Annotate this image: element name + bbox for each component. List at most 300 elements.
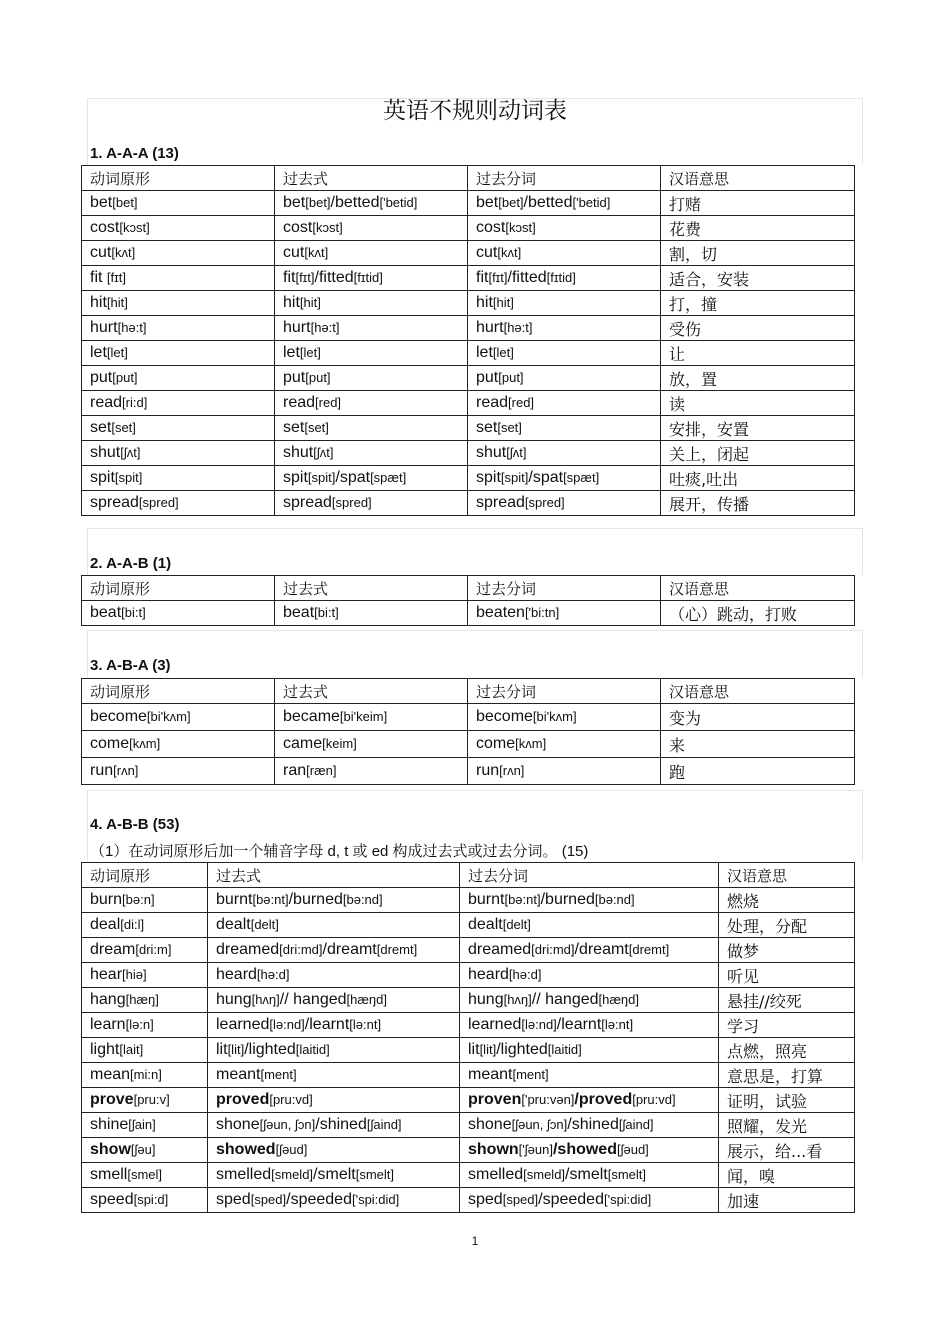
header-chinese-meaning: 汉语意思 [661, 679, 855, 704]
table-cell [208, 1163, 460, 1188]
table-cell [468, 731, 661, 758]
table-cell: 处理，分配 [719, 913, 855, 938]
verb-text: hear [90, 966, 123, 983]
phonetic-text: [spred] [524, 495, 565, 510]
verb-text: hang [90, 991, 126, 1008]
verb-text: smell [90, 1166, 128, 1183]
table-cell [82, 1088, 208, 1113]
phonetic-text: [ʃəun, ʃɔn] [259, 1117, 316, 1132]
verb-text: /dreamt [322, 941, 377, 958]
phonetic-text: [put] [305, 370, 331, 385]
phonetic-text: [hʌŋ] [251, 992, 280, 1007]
table-cell [82, 416, 275, 441]
table-cell: 吐痰,吐出 [661, 466, 855, 491]
verb-text: spread [90, 494, 139, 511]
phonetic-text: [dri:md] [531, 942, 575, 957]
table-header-row [82, 679, 855, 704]
phonetic-text: [set] [304, 420, 329, 435]
phonetic-text: [bi:t] [314, 605, 339, 620]
table-cell [82, 1138, 208, 1163]
table-cell: 证明，试验 [719, 1088, 855, 1113]
phonetic-text: ['betid] [572, 195, 611, 210]
phonetic-text: [pru:vd] [632, 1092, 676, 1107]
verb-text: cut [476, 244, 498, 261]
verb-text: learned [216, 1016, 270, 1033]
verb-table-aba [81, 678, 855, 785]
phonetic-text: [let] [299, 345, 321, 360]
table-cell: 展示，给...看 [719, 1138, 855, 1163]
phonetic-text: ['spi:did] [603, 1192, 652, 1207]
phonetic-text: [delt] [502, 917, 531, 932]
verb-text: dream [90, 941, 136, 958]
phonetic-text: [bə:nt] [504, 892, 541, 907]
table-cell [275, 216, 468, 241]
phonetic-text: [spred] [138, 495, 179, 510]
verb-text: let [476, 344, 493, 361]
table-cell [208, 1063, 460, 1088]
header-past-tense: 过去式 [275, 166, 468, 191]
verb-text: heard [216, 966, 257, 983]
phonetic-text: [ʃʌt] [506, 445, 527, 460]
header-past-participle: 过去分词 [460, 863, 719, 888]
table-cell [468, 704, 661, 731]
phonetic-text: [sped] [502, 1192, 539, 1207]
table-cell [208, 888, 460, 913]
table-row [82, 341, 855, 366]
table-cell [82, 963, 208, 988]
table-cell [275, 704, 468, 731]
table-cell [82, 441, 275, 466]
phonetic-text: [hə:t] [310, 320, 340, 335]
phonetic-text: [kɔst] [505, 220, 536, 235]
phonetic-text: [hit] [299, 295, 321, 310]
table-cell [275, 341, 468, 366]
verb-text: sped [216, 1191, 251, 1208]
verb-text: spit [283, 469, 308, 486]
verb-text: read [476, 394, 509, 411]
phonetic-text: [lə:nd] [269, 1017, 305, 1032]
table-row [82, 758, 855, 785]
verb-text: become [476, 708, 533, 725]
table-cell: 变为 [661, 704, 855, 731]
verb-text: shut [283, 444, 314, 461]
table-cell [468, 316, 661, 341]
verb-text: cost [283, 219, 313, 236]
verb-text: ran [283, 762, 307, 779]
table-cell [460, 1138, 719, 1163]
verb-text: /showed [552, 1141, 617, 1158]
phonetic-text: [red] [315, 395, 342, 410]
phonetic-text: [mi:n] [130, 1067, 162, 1082]
phonetic-text: [rʌn] [113, 763, 139, 778]
verb-text: /learnt [556, 1016, 602, 1033]
verb-text: hurt [476, 319, 504, 336]
table-cell [208, 1138, 460, 1163]
table-cell [82, 1188, 208, 1213]
table-cell [82, 241, 275, 266]
header-past-participle: 过去分词 [468, 679, 661, 704]
table-cell: 花费 [661, 216, 855, 241]
phonetic-text: [hit] [106, 295, 128, 310]
verb-text: set [90, 419, 112, 436]
verb-text: /fitted [314, 269, 354, 286]
table-row [82, 441, 855, 466]
table-row [82, 938, 855, 963]
table-cell [468, 601, 661, 626]
verb-text: run [476, 762, 500, 779]
verb-text: spread [283, 494, 332, 511]
table-cell [460, 938, 719, 963]
table-cell [208, 1088, 460, 1113]
verb-text: shone [216, 1116, 260, 1133]
verb-text: hurt [283, 319, 311, 336]
verb-text: put [476, 369, 499, 386]
table-row [82, 316, 855, 341]
table-row [82, 704, 855, 731]
verb-text: let [90, 344, 107, 361]
verb-text: spread [476, 494, 525, 511]
section-heading-2: 2. A-A-B (1) [90, 555, 172, 572]
phonetic-text: [let] [492, 345, 514, 360]
header-past-tense: 过去式 [208, 863, 460, 888]
phonetic-text: [hə:d] [256, 967, 290, 982]
table-cell [468, 466, 661, 491]
phonetic-text: [red] [508, 395, 535, 410]
verb-text: /lighted [244, 1041, 296, 1058]
phonetic-text: [kɔst] [312, 220, 343, 235]
phonetic-text: [fɪt] [295, 270, 315, 285]
table-cell [82, 491, 275, 516]
table-row [82, 601, 855, 626]
table-cell [468, 241, 661, 266]
verb-text: /shined [315, 1116, 367, 1133]
verb-text: read [90, 394, 123, 411]
verb-text: /smelt [313, 1166, 356, 1183]
phonetic-text: [fɪtid] [546, 270, 576, 285]
phonetic-text: [keim] [322, 736, 357, 751]
table-row [82, 266, 855, 291]
phonetic-text: [pru:v] [133, 1092, 170, 1107]
verb-text: smelled [468, 1166, 524, 1183]
verb-text: cost [476, 219, 506, 236]
table-cell [82, 1013, 208, 1038]
table-row [82, 1113, 855, 1138]
table-cell [468, 216, 661, 241]
table-cell [275, 266, 468, 291]
phonetic-text: ['pru:vən] [521, 1092, 575, 1107]
table-cell [82, 888, 208, 913]
verb-text: speed [90, 1191, 134, 1208]
phonetic-text: [lit] [227, 1042, 245, 1057]
verb-text: /speeded [286, 1191, 352, 1208]
verb-text: became [283, 708, 340, 725]
phonetic-text: [hə:d] [508, 967, 542, 982]
phonetic-text: [hit] [492, 295, 514, 310]
table-row [82, 888, 855, 913]
phonetic-text: [smelt] [607, 1167, 647, 1182]
table-row [82, 963, 855, 988]
verb-text: burn [90, 891, 123, 908]
verb-text: lit [468, 1041, 480, 1058]
verb-text: beaten [476, 604, 525, 621]
verb-text: fit [476, 269, 489, 286]
table-cell [460, 963, 719, 988]
verb-text: showed [216, 1141, 276, 1158]
verb-text: /burned [540, 891, 595, 908]
table-cell: 受伤 [661, 316, 855, 341]
verb-text: fit [283, 269, 296, 286]
verb-text: hit [283, 294, 300, 311]
table-cell: 读 [661, 391, 855, 416]
header-past-tense: 过去式 [275, 679, 468, 704]
phonetic-text: [bə:n] [122, 892, 155, 907]
phonetic-text: [lit] [479, 1042, 497, 1057]
phonetic-text: [spæt] [563, 470, 600, 485]
phonetic-text: [hæŋ] [125, 992, 159, 1007]
verb-text: bet [90, 194, 113, 211]
section-heading-1: 1. A-A-A (13) [90, 145, 179, 162]
phonetic-text: [lə:nd] [521, 1017, 557, 1032]
phonetic-text: [dri:m] [135, 942, 172, 957]
phonetic-text: [lait] [119, 1042, 144, 1057]
phonetic-text: [bi'keim] [339, 709, 388, 724]
table-cell [82, 1163, 208, 1188]
section-heading-3: 3. A-B-A (3) [90, 657, 171, 674]
verb-text: /speeded [538, 1191, 604, 1208]
table-cell [460, 988, 719, 1013]
verb-text: /spat [335, 469, 371, 486]
table-cell [460, 1188, 719, 1213]
table-row [82, 416, 855, 441]
phonetic-text: [smeld] [523, 1167, 566, 1182]
phonetic-text: [fɪtid] [353, 270, 383, 285]
phonetic-text: [kʌm] [129, 736, 161, 751]
verb-text: dreamed [468, 941, 532, 958]
table-cell [82, 191, 275, 216]
phonetic-text: [hiə] [122, 967, 147, 982]
table-cell [275, 241, 468, 266]
verb-text: hurt [90, 319, 118, 336]
table-cell [460, 1088, 719, 1113]
phonetic-text: [pru:vd] [269, 1092, 313, 1107]
verb-text: hit [90, 294, 107, 311]
verb-text: spit [476, 469, 501, 486]
phonetic-text: [kʌt] [111, 245, 136, 260]
phonetic-text: [kʌt] [304, 245, 329, 260]
verb-text: learn [90, 1016, 126, 1033]
table-cell [82, 366, 275, 391]
phonetic-text: [spred] [331, 495, 372, 510]
phonetic-text: [bə:nt] [252, 892, 289, 907]
phonetic-text: [bet] [305, 195, 331, 210]
table-cell: 关上，闭起 [661, 441, 855, 466]
table-cell [82, 704, 275, 731]
table-row [82, 241, 855, 266]
verb-text: burnt [468, 891, 505, 908]
table-row [82, 1088, 855, 1113]
table-cell: 悬挂//绞死 [719, 988, 855, 1013]
phonetic-text: [ræn] [306, 763, 337, 778]
table-cell [468, 758, 661, 785]
verb-text: /betted [330, 194, 380, 211]
phonetic-text: [bet] [112, 195, 138, 210]
phonetic-text: [hə:t] [117, 320, 147, 335]
table-row [82, 988, 855, 1013]
table-cell [468, 491, 661, 516]
verb-text: /spat [528, 469, 564, 486]
table-cell [82, 341, 275, 366]
verb-text: proven [468, 1091, 522, 1108]
table-cell: 意思是，打算 [719, 1063, 855, 1088]
header-chinese-meaning: 汉语意思 [661, 166, 855, 191]
verb-text: beat [283, 604, 315, 621]
verb-text: come [90, 735, 130, 752]
phonetic-text: [ʃəud] [275, 1142, 308, 1157]
phonetic-text: [set] [497, 420, 522, 435]
phonetic-text: [ʃəun, ʃɔn] [511, 1117, 568, 1132]
phonetic-text: [sped] [250, 1192, 287, 1207]
verb-text: dreamed [216, 941, 280, 958]
phonetic-text: [ment] [260, 1067, 297, 1082]
table-header-row [82, 576, 855, 601]
page-title: 英语不规则动词表 [383, 98, 567, 124]
phonetic-text: [hʌŋ] [503, 992, 532, 1007]
table-cell: 打赌 [661, 191, 855, 216]
table-row [82, 466, 855, 491]
verb-text: cut [90, 244, 112, 261]
table-cell [275, 416, 468, 441]
verb-text: /dreamt [574, 941, 629, 958]
table-cell [460, 1038, 719, 1063]
phonetic-text: [dri:md] [279, 942, 323, 957]
verb-text: beat [90, 604, 122, 621]
table-cell [82, 938, 208, 963]
verb-text: become [90, 708, 147, 725]
table-cell [208, 1013, 460, 1038]
verb-text: smelled [216, 1166, 272, 1183]
phonetic-text: [fɪt] [106, 270, 126, 285]
verb-text: /proved [574, 1091, 633, 1108]
phonetic-text: [ment] [512, 1067, 549, 1082]
table-cell [275, 731, 468, 758]
verb-text: // hanged [531, 991, 599, 1008]
phonetic-text: [di:l] [120, 917, 145, 932]
phonetic-text: ['bi:tn] [524, 605, 560, 620]
table-cell [82, 216, 275, 241]
verb-text: show [90, 1141, 131, 1158]
verb-text: shine [90, 1116, 129, 1133]
table-cell [208, 1113, 460, 1138]
table-cell: 打，撞 [661, 291, 855, 316]
verb-text: learned [468, 1016, 522, 1033]
verb-text: bet [476, 194, 499, 211]
section-frame [87, 528, 863, 575]
phonetic-text: [ʃʌt] [120, 445, 141, 460]
verb-text: lit [216, 1041, 228, 1058]
header-chinese-meaning: 汉语意思 [661, 576, 855, 601]
phonetic-text: [ʃaind] [366, 1117, 402, 1132]
verb-text: read [283, 394, 316, 411]
verb-text: /lighted [496, 1041, 548, 1058]
verb-text: mean [90, 1066, 131, 1083]
table-header-row [82, 166, 855, 191]
table-cell [275, 466, 468, 491]
phonetic-text: [delt] [250, 917, 279, 932]
verb-text: came [283, 735, 323, 752]
table-cell: 闻，嗅 [719, 1163, 855, 1188]
table-cell [82, 266, 275, 291]
phonetic-text: [lə:nt] [349, 1017, 382, 1032]
header-base-form: 动词原形 [82, 863, 208, 888]
table-cell: 来 [661, 731, 855, 758]
verb-text: shut [476, 444, 507, 461]
verb-text: dealt [216, 916, 251, 933]
phonetic-text: [kʌt] [497, 245, 522, 260]
table-cell [82, 913, 208, 938]
phonetic-text: ['spi:did] [351, 1192, 400, 1207]
table-cell: 做梦 [719, 938, 855, 963]
table-row [82, 1138, 855, 1163]
phonetic-text: [smeld] [271, 1167, 314, 1182]
table-cell: 展开，传播 [661, 491, 855, 516]
verb-text: set [476, 419, 498, 436]
verb-text: shut [90, 444, 121, 461]
table-cell [208, 1188, 460, 1213]
table-row [82, 366, 855, 391]
phonetic-text: [spit] [307, 470, 336, 485]
phonetic-text: [dremt] [376, 942, 418, 957]
header-base-form: 动词原形 [82, 576, 275, 601]
verb-text: dealt [468, 916, 503, 933]
table-cell [275, 291, 468, 316]
table-cell [460, 1063, 719, 1088]
table-cell [460, 1163, 719, 1188]
header-past-tense: 过去式 [275, 576, 468, 601]
table-row [82, 1188, 855, 1213]
table-cell [82, 291, 275, 316]
table-cell [275, 191, 468, 216]
table-cell [460, 1113, 719, 1138]
phonetic-text: [laitid] [547, 1042, 582, 1057]
phonetic-text: [ʃəud] [616, 1142, 649, 1157]
verb-text: sped [468, 1191, 503, 1208]
phonetic-text: [hə:t] [503, 320, 533, 335]
table-cell [460, 888, 719, 913]
verb-text: meant [216, 1066, 261, 1083]
verb-text: /burned [288, 891, 343, 908]
verb-text: come [476, 735, 516, 752]
table-cell [468, 416, 661, 441]
table-cell [82, 1063, 208, 1088]
verb-text: put [90, 369, 113, 386]
table-cell [208, 963, 460, 988]
header-chinese-meaning: 汉语意思 [719, 863, 855, 888]
phonetic-text: [spæt] [370, 470, 407, 485]
verb-text: burnt [216, 891, 253, 908]
page-number: 1 [471, 1234, 479, 1248]
phonetic-text: [set] [111, 420, 136, 435]
phonetic-text: [lə:nt] [601, 1017, 634, 1032]
phonetic-text: [bet] [498, 195, 524, 210]
table-row [82, 731, 855, 758]
table-cell [82, 466, 275, 491]
phonetic-text: [smelt] [355, 1167, 395, 1182]
table-cell [82, 601, 275, 626]
phonetic-text: [laitid] [295, 1042, 330, 1057]
header-past-participle: 过去分词 [468, 576, 661, 601]
table-cell [468, 191, 661, 216]
phonetic-text: [dremt] [628, 942, 670, 957]
